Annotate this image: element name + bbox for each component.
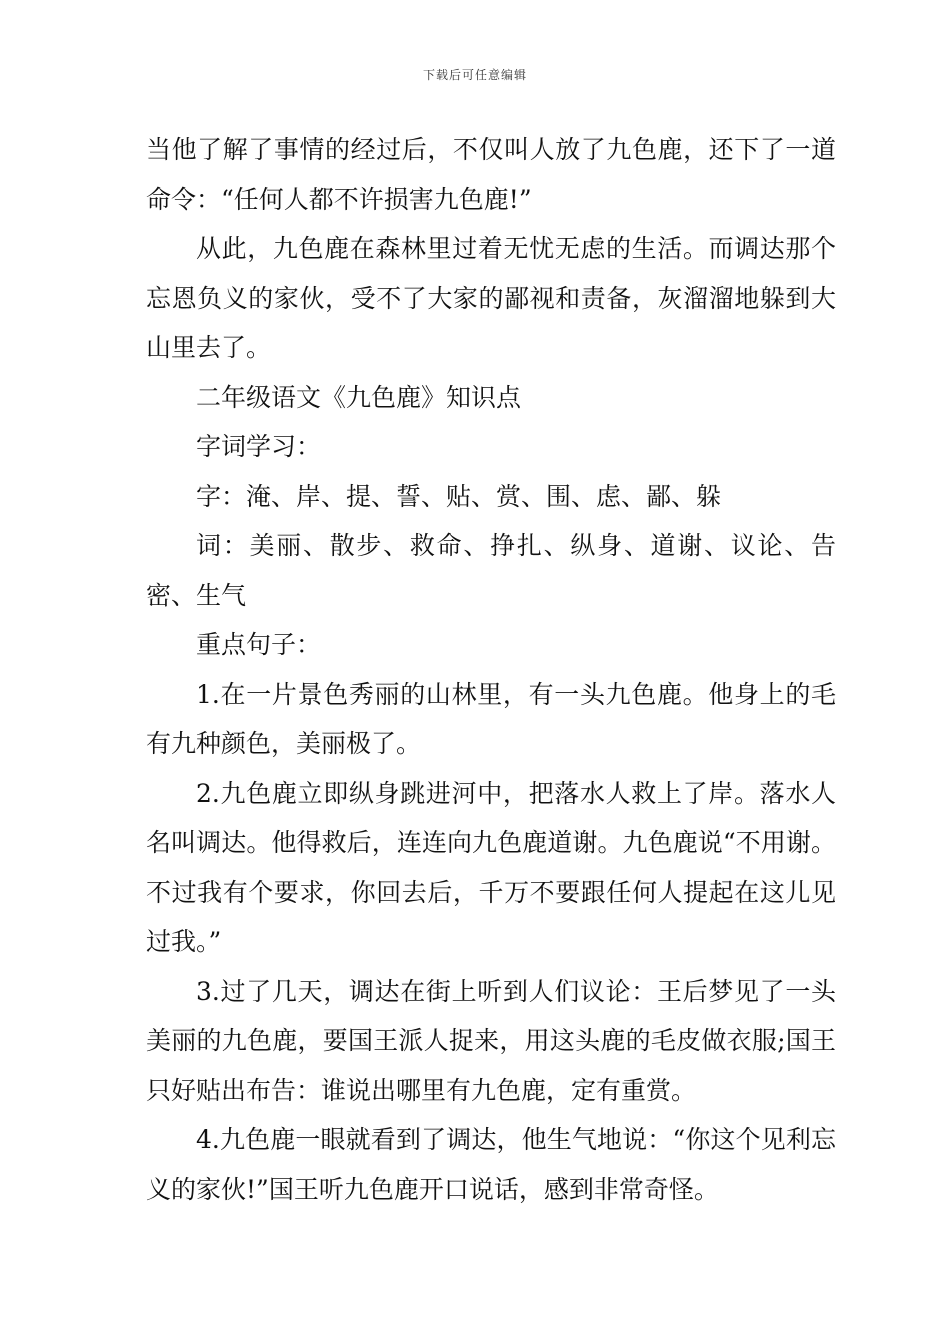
key-sentence-4: 4.九色鹿一眼就看到了调达，他生气地说：“你这个见利忘义的家伙!”国王听九色鹿开口说话，感到非常奇怪。 [146,1125,836,1204]
subsection-vocabulary: 字词学习： [196,432,322,461]
key-sentence-2: 2.九色鹿立即纵身跳进河中，把落水人救上了岸。落水人名叫调达。他得救后，连连向九色鹿道谢。九色鹿说“不用谢。不过我有个要求，你回去后，千万不要跟任何人提起在这儿见过我。” [146,778,836,956]
word-list: 词：美丽、散步、救命、挣扎、纵身、道谢、议论、告密、生气 [146,531,836,610]
key-sentence-1: 1.在一片景色秀丽的山林里，有一头九色鹿。他身上的毛有九种颜色，美丽极了。 [146,679,836,758]
section-title: 二年级语文《九色鹿》知识点 [196,382,522,412]
subsection-key-sentences: 重点句子： [196,630,322,659]
key-sentence-3: 3.过了几天，调达在街上听到人们议论：王后梦见了一头美丽的九色鹿，要国王派人捉来，用这头鹿的毛皮做衣服;国王只好贴出布告：谁说出哪里有九色鹿，定有重赏。 [146,976,836,1105]
document-body [146,125,836,1214]
page-header-note: 下载后可任意编辑 [422,68,527,82]
character-list: 字：淹、岸、提、誓、贴、赏、围、虑、鄙、躲 [196,481,722,511]
paragraph-ending: 从此，九色鹿在森林里过着无忧无虑的生活。而调达那个忘恩负义的家伙，受不了大家的鄙视和责备，灰溜溜地躲到大山里去了。 [146,234,836,362]
paragraph-continuation: 当他了解了事情的经过后，不仅叫人放了九色鹿，还下了一道命令：“任何人都不许损害九色鹿!” [146,135,836,214]
